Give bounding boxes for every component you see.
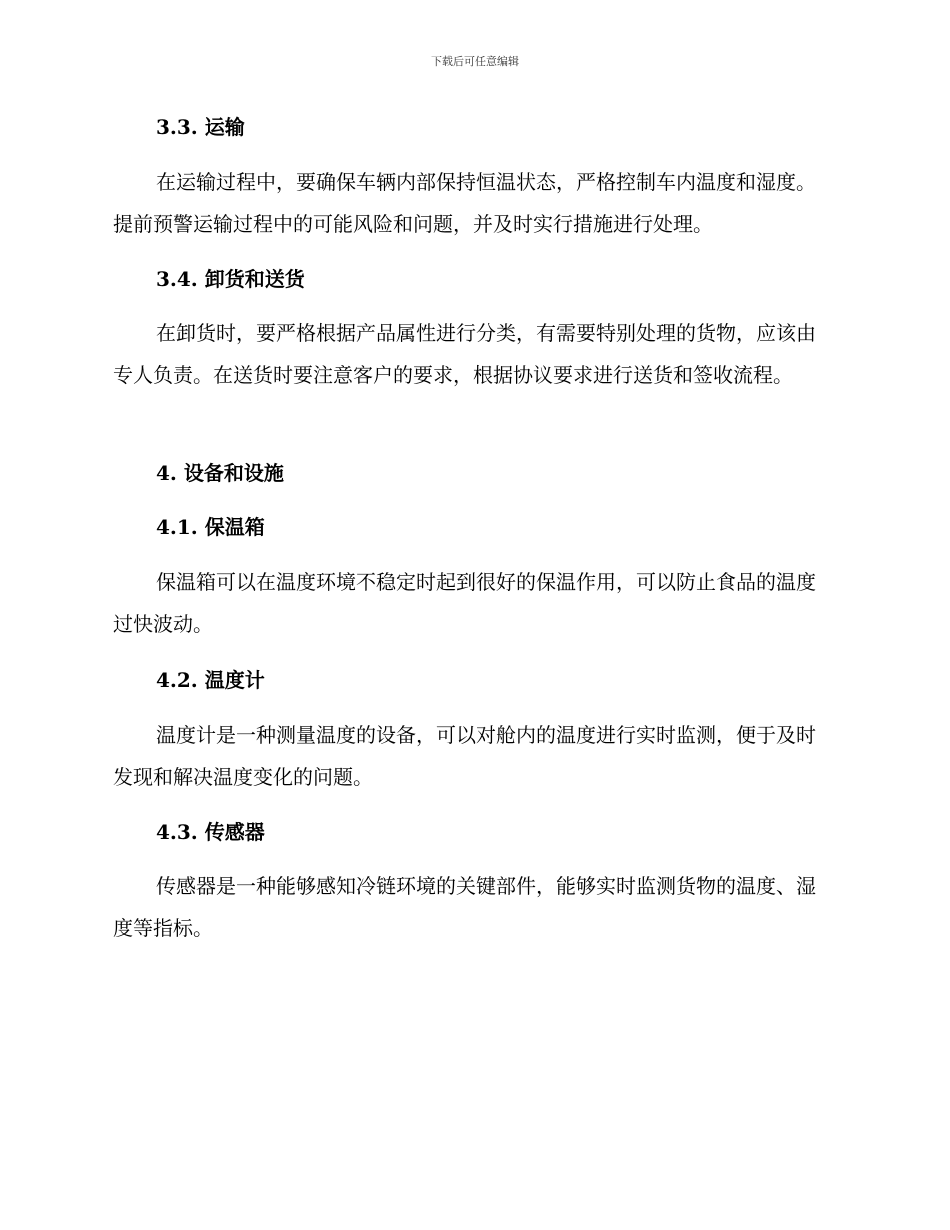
section-paragraph-3-4: 在卸货时，要严格根据产品属性进行分类，有需要特别处理的货物，应该由专人负责。在送货时要注意客户的要求，根据协议要求进行送货和签收流程。: [113, 321, 816, 387]
section-paragraph-3-3: 在运输过程中，要确保车辆内部保持恒温状态，严格控制车内温度和湿度。提前预警运输过程中的可能风险和问题，并及时实行措施进行处理。: [113, 170, 816, 236]
section-heading-4-2: 4.2. 温度计: [156, 668, 265, 692]
section-heading-4-1: 4.1. 保温箱: [156, 515, 265, 539]
section-heading-3-4: 3.4. 卸货和送货: [156, 267, 305, 291]
section-paragraph-4-1: 保温箱可以在温度环境不稳定时起到很好的保温作用，可以防止食品的温度过快波动。: [113, 570, 816, 636]
section-heading-4-3: 4.3. 传感器: [156, 820, 265, 844]
section-heading-3-3: 3.3. 运输: [156, 115, 245, 139]
section-heading-4: 4. 设备和设施: [156, 461, 284, 485]
page-header-note: 下载后可任意编辑: [431, 55, 519, 68]
section-paragraph-4-2: 温度计是一种测量温度的设备，可以对舱内的温度进行实时监测，便于及时发现和解决温度变化的问题。: [113, 723, 816, 789]
section-paragraph-4-3: 传感器是一种能够感知冷链环境的关键部件，能够实时监测货物的温度、湿度等指标。: [113, 874, 816, 940]
